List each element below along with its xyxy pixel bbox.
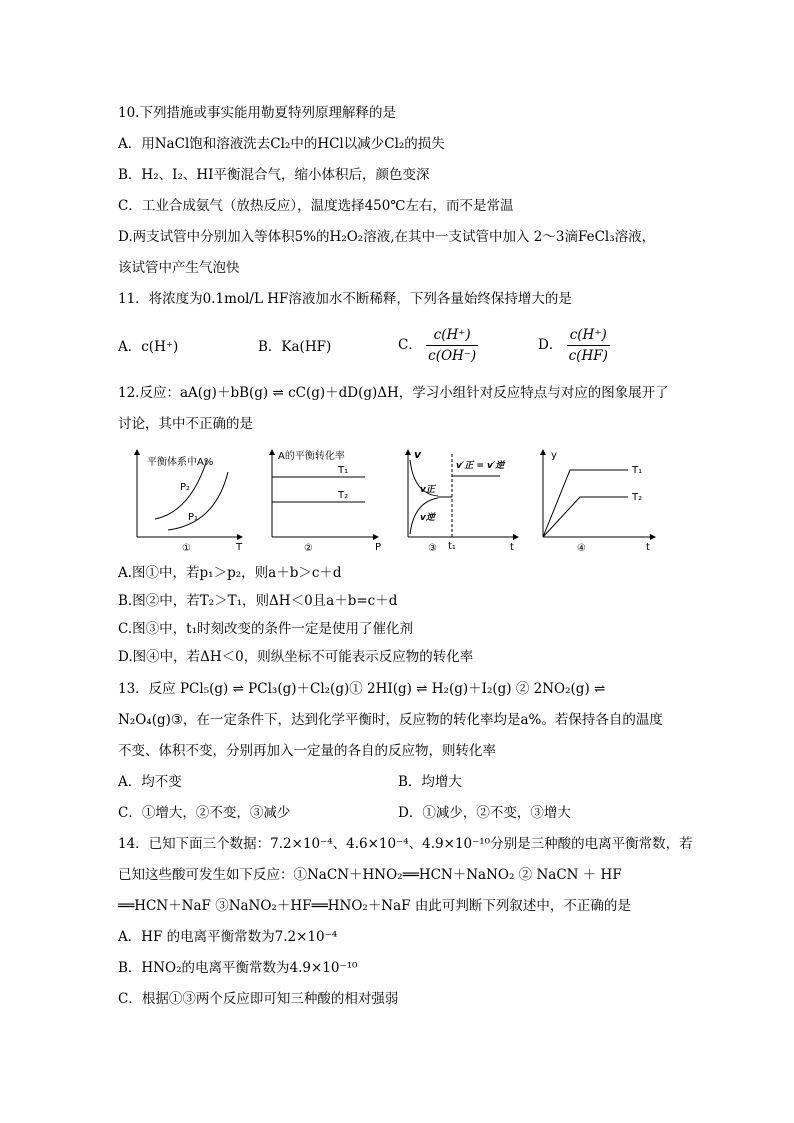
graph-3-xlabel: t bbox=[510, 542, 514, 553]
graph-1-ylabel: 平衡体系中A% bbox=[147, 457, 214, 468]
q10-option-d-line2: 该试管中产生气泡快 bbox=[118, 260, 240, 276]
q12-graphs bbox=[0, 442, 794, 562]
graph-1-number: ① bbox=[182, 543, 191, 554]
graph-2-ylabel: A的平衡转化率 bbox=[278, 451, 345, 462]
q10-option-d-line1: D.两支试管中分别加入等体积5%的H₂O₂溶液,在其中一支试管中加入 2～3滴FeCl₃溶液， bbox=[118, 229, 656, 245]
q10-option-b: B．H₂、I₂、HI平衡混合气，缩小体积后，颜色变深 bbox=[118, 167, 430, 183]
q14-stem-line3: ══HCN＋NaF ③NaNO₂＋HF══HNO₂＋NaF 由此可判断下列叙述中，不正确的是 bbox=[118, 898, 631, 914]
graph-4-line-t2: T₂ bbox=[632, 492, 643, 503]
q13-stem-line2: N₂O₄(g)③，在一定条件下，达到化学平衡时，反应物的转化率均是a%。若保持各自的温度 bbox=[118, 712, 663, 728]
q13-option-d: D．①减少，②不变，③增大 bbox=[398, 805, 571, 821]
q11-option-c-label: C． bbox=[398, 337, 422, 353]
graph-2-xlabel: P bbox=[375, 542, 382, 553]
graph-4-number: ④ bbox=[577, 543, 586, 554]
q10-option-a: A．用NaCl饱和溶液洗去Cl₂中的HCl以减少Cl₂的损失 bbox=[118, 136, 445, 152]
q14-option-c: C．根据①③两个反应即可知三种酸的相对强弱 bbox=[118, 991, 399, 1007]
q11-option-a: A．c(H⁺) bbox=[118, 339, 179, 355]
graph-1-curve-p2: P₂ bbox=[180, 482, 191, 493]
q12-option-b: B.图②中，若T₂＞T₁，则ΔH＜0且a＋b=c＋d bbox=[118, 593, 398, 609]
q11-option-b: B．Ka(HF) bbox=[258, 339, 332, 355]
graph-2 bbox=[272, 449, 381, 554]
graph-4-xlabel: t bbox=[646, 542, 650, 553]
graph-3-number: ③ bbox=[428, 543, 437, 554]
graph-4-line-t1: T₁ bbox=[632, 465, 643, 476]
q11-option-c-fraction bbox=[426, 325, 478, 366]
graph-3-t1: t₁ bbox=[448, 541, 456, 552]
graph-3-forward-rate: v正 bbox=[420, 485, 435, 495]
q12-option-a: A.图①中，若p₁＞p₂，则a＋b＞c＋d bbox=[118, 565, 342, 581]
graph-1-curve-p1: P₁ bbox=[188, 512, 199, 523]
q11-stem: 11．将浓度为0.1mol/L HF溶液加水不断稀释，下列各量始终保持增大的是 bbox=[118, 291, 572, 307]
q12-stem-line2: 讨论，其中不正确的是 bbox=[118, 416, 253, 432]
q13-option-c: C．①增大，②不变，③减少 bbox=[118, 805, 291, 821]
q14-option-a: A．HF 的电离平衡常数为7.2×10⁻⁴ bbox=[118, 929, 338, 945]
q13-option-a: A．均不变 bbox=[118, 774, 182, 790]
q11-option-d-label: D． bbox=[538, 337, 563, 353]
q11-option-d-fraction bbox=[567, 325, 610, 366]
q10-stem: 10.下列措施或事实能用勒夏特列原理解释的是 bbox=[118, 105, 396, 121]
q11-d-numerator: c(H⁺) bbox=[567, 325, 610, 346]
q13-option-b: B．均增大 bbox=[398, 774, 462, 790]
q13-stem-line3: 不变、体积不变，分别再加入一定量的各自的反应物，则转化率 bbox=[118, 743, 496, 759]
graph-2-number: ② bbox=[304, 543, 313, 554]
graph-3-ylabel: v bbox=[414, 448, 422, 461]
graph-4-ylabel: y bbox=[551, 450, 557, 461]
q14-stem-line1: 14．已知下面三个数据：7.2×10⁻⁴、4.6×10⁻⁴、4.9×10⁻¹⁰分别是三种酸的电离平衡常数，若 bbox=[118, 836, 693, 852]
graph-1 bbox=[137, 450, 243, 554]
q11-option-d bbox=[538, 325, 610, 366]
graph-3 bbox=[408, 448, 518, 554]
q13-stem-line1: 13．反应 PCl₅(g) ⇌ PCl₃(g)＋Cl₂(g)① 2HI(g) ⇌ H₂(g)＋I₂(g) ② 2NO₂(g) ⇌ bbox=[118, 681, 606, 697]
q12-option-d: D.图④中，若ΔH＜0，则纵坐标不可能表示反应物的转化率 bbox=[118, 649, 474, 665]
graph-2-line-t1: T₁ bbox=[338, 465, 349, 476]
graph-3-equal-rates: v′正 = v′逆 bbox=[456, 461, 505, 471]
graph-1-xlabel: T bbox=[236, 542, 243, 553]
graph-4 bbox=[543, 450, 655, 554]
graph-2-line-t2: T₂ bbox=[338, 490, 349, 501]
q14-option-b: B．HNO₂的电离平衡常数为4.9×10⁻¹⁰ bbox=[118, 960, 358, 976]
q10-option-c: C．工业合成氨气（放热反应），温度选择450℃左右，而不是常温 bbox=[118, 198, 514, 214]
q11-c-numerator: c(H⁺) bbox=[426, 325, 478, 346]
q12-stem-line1: 12.反应：aA(g)＋bB(g) ⇌ cC(g)＋dD(g)ΔH，学习小组针对反应特点与对应的图象展开了 bbox=[118, 385, 669, 401]
q11-d-denominator: c(HF) bbox=[568, 348, 608, 364]
q14-stem-line2: 已知这些酸可发生如下反应：①NaCN＋HNO₂══HCN＋NaNO₂ ② NaCN ＋ HF bbox=[118, 867, 622, 883]
q11-c-denominator: c(OH⁻) bbox=[428, 348, 477, 364]
q12-option-c: C.图③中，t₁时刻改变的条件一定是使用了催化剂 bbox=[118, 621, 413, 637]
q11-option-c bbox=[398, 325, 478, 366]
graph-3-reverse-rate: v逆 bbox=[420, 513, 435, 523]
